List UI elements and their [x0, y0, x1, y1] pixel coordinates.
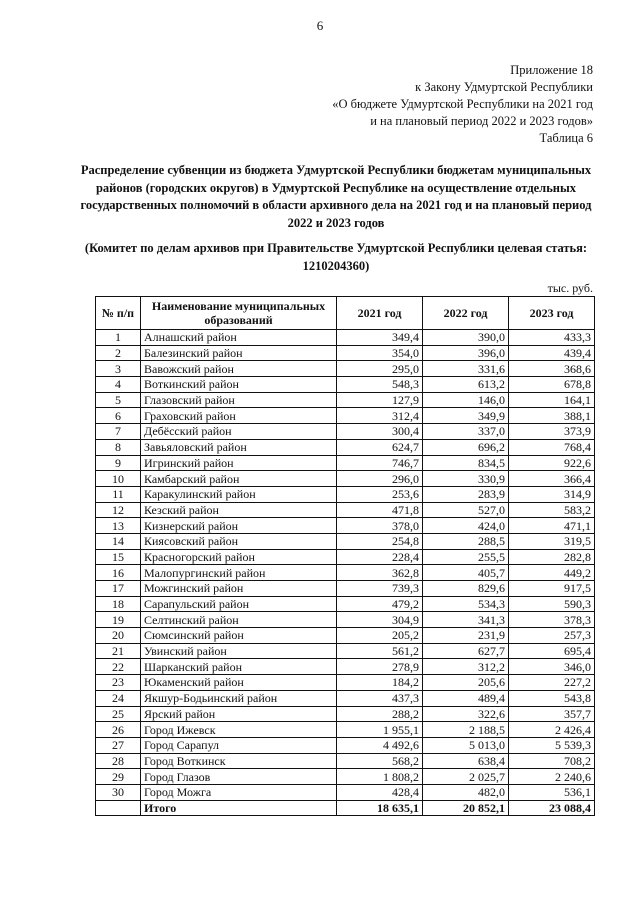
table-row [96, 377, 595, 393]
table-cell: 255,5 [423, 549, 509, 565]
table-row [96, 659, 595, 675]
table-cell: 373,9 [509, 424, 595, 440]
table-cell: 146,0 [423, 392, 509, 408]
table-row [96, 628, 595, 644]
table-cell: 1 [96, 330, 141, 346]
table-cell: 300,4 [337, 424, 423, 440]
appendix-line: Приложение 18 [510, 63, 593, 77]
table-cell: Каракулинский район [141, 486, 337, 502]
table-cell: Кизнерский район [141, 518, 337, 534]
subvention-table [95, 296, 595, 816]
table-cell: 295,0 [337, 361, 423, 377]
table-row [96, 486, 595, 502]
table-cell: Балезинский район [141, 345, 337, 361]
table-cell: 357,7 [509, 706, 595, 722]
table-cell: 16 [96, 565, 141, 581]
table-cell: 14 [96, 533, 141, 549]
table-cell: 624,7 [337, 439, 423, 455]
table-cell: 2 [96, 345, 141, 361]
table-cell: 21 [96, 643, 141, 659]
table-row [96, 549, 595, 565]
table-cell: 739,3 [337, 581, 423, 597]
table-cell: Алнашский район [141, 330, 337, 346]
table-cell: 257,3 [509, 628, 595, 644]
table-cell: 228,4 [337, 549, 423, 565]
table-row [96, 675, 595, 691]
table-cell: 471,1 [509, 518, 595, 534]
table-cell: 548,3 [337, 377, 423, 393]
table-cell: Киясовский район [141, 533, 337, 549]
table-cell: Город Глазов [141, 769, 337, 785]
table-cell: 331,6 [423, 361, 509, 377]
table-cell: 449,2 [509, 565, 595, 581]
table-cell: 4 492,6 [337, 737, 423, 753]
table-cell: 1 955,1 [337, 722, 423, 738]
units-label: тыс. руб. [547, 281, 593, 295]
table-row [96, 345, 595, 361]
table-cell: 253,6 [337, 486, 423, 502]
table-cell: 917,5 [509, 581, 595, 597]
table-cell: Малопургинский район [141, 565, 337, 581]
table-cell: 482,0 [423, 784, 509, 800]
table-cell: 23 088,4 [509, 800, 595, 816]
table-cell: 10 [96, 471, 141, 487]
table-row [96, 408, 595, 424]
table-row [96, 455, 595, 471]
table-cell: 11 [96, 486, 141, 502]
table-cell: 390,0 [423, 330, 509, 346]
table-cell: 424,0 [423, 518, 509, 534]
table-cell: 388,1 [509, 408, 595, 424]
table-cell: 330,9 [423, 471, 509, 487]
appendix-line: «О бюджете Удмуртской Республики на 2021 год [332, 97, 593, 111]
table-cell: 349,9 [423, 408, 509, 424]
table-cell: Юкаменский район [141, 675, 337, 691]
table-cell: 28 [96, 753, 141, 769]
table-cell: 278,9 [337, 659, 423, 675]
table-cell: 678,8 [509, 377, 595, 393]
table-cell: 362,8 [337, 565, 423, 581]
header-cell: 2022 год [423, 297, 509, 330]
table-cell: 527,0 [423, 502, 509, 518]
table-cell: 17 [96, 581, 141, 597]
table-cell: 15 [96, 549, 141, 565]
table-cell: 319,5 [509, 533, 595, 549]
table-cell: 184,2 [337, 675, 423, 691]
table-cell: 2 240,6 [509, 769, 595, 785]
table-cell: 312,4 [337, 408, 423, 424]
table-cell: 378,3 [509, 612, 595, 628]
table-row [96, 502, 595, 518]
table-cell: 296,0 [337, 471, 423, 487]
table-cell: 2 025,7 [423, 769, 509, 785]
table-row [96, 518, 595, 534]
table-cell: 288,5 [423, 533, 509, 549]
table-cell: 24 [96, 690, 141, 706]
table-cell: 829,6 [423, 581, 509, 597]
table-cell: 205,6 [423, 675, 509, 691]
table-cell: 366,4 [509, 471, 595, 487]
table-row [96, 722, 595, 738]
table-row [96, 424, 595, 440]
table-cell: Красногорский район [141, 549, 337, 565]
table-cell: 322,6 [423, 706, 509, 722]
table-cell: Шарканский район [141, 659, 337, 675]
table-cell: 30 [96, 784, 141, 800]
table-cell: 22 [96, 659, 141, 675]
table-cell: 768,4 [509, 439, 595, 455]
table-cell: 437,3 [337, 690, 423, 706]
table-cell: Город Ижевск [141, 722, 337, 738]
table-cell: 12 [96, 502, 141, 518]
table-cell: 708,2 [509, 753, 595, 769]
appendix-line: к Закону Удмуртской Республики [415, 80, 593, 94]
table-cell: Увинский район [141, 643, 337, 659]
table-cell: 590,3 [509, 596, 595, 612]
table-cell: 20 [96, 628, 141, 644]
table-cell: Ярский район [141, 706, 337, 722]
header-cell: 2021 год [337, 297, 423, 330]
table-row [96, 565, 595, 581]
table-cell: 439,4 [509, 345, 595, 361]
table-cell: 4 [96, 377, 141, 393]
table-row [96, 471, 595, 487]
table-cell: 433,3 [509, 330, 595, 346]
table-cell: Город Воткинск [141, 753, 337, 769]
header-cell: Наименование муниципальных образований [141, 297, 337, 330]
table-cell: 583,2 [509, 502, 595, 518]
table-cell: 205,2 [337, 628, 423, 644]
table-cell: 304,9 [337, 612, 423, 628]
table-cell: 378,0 [337, 518, 423, 534]
table-cell: 19 [96, 612, 141, 628]
appendix-block [332, 62, 593, 147]
table-cell: 283,9 [423, 486, 509, 502]
table-cell: 314,9 [509, 486, 595, 502]
table-row [96, 361, 595, 377]
table-cell: Селтинский район [141, 612, 337, 628]
table-cell: Сарапульский район [141, 596, 337, 612]
table-cell: 164,1 [509, 392, 595, 408]
table-cell: 346,0 [509, 659, 595, 675]
table-cell: 27 [96, 737, 141, 753]
table-cell: 3 [96, 361, 141, 377]
table-row [96, 330, 595, 346]
table-cell: Город Сарапул [141, 737, 337, 753]
table-cell: 227,2 [509, 675, 595, 691]
table-cell: 9 [96, 455, 141, 471]
appendix-line: и на плановый период 2022 и 2023 годов» [370, 114, 593, 128]
table-row [96, 596, 595, 612]
table-cell: 428,4 [337, 784, 423, 800]
table-row [96, 753, 595, 769]
table-cell: 7 [96, 424, 141, 440]
table-cell: 13 [96, 518, 141, 534]
table-cell: 354,0 [337, 345, 423, 361]
table-cell: 479,2 [337, 596, 423, 612]
document-title: Распределение субвенции из бюджета Удмуртской Республики бюджетам муниципальных районов (городских округов) в Удмуртской Республике на осуществление отдельных государственных полномочий в области архивного дела на 2021 год и на плановый период 2022 и 2023 годов [80, 163, 592, 230]
table-cell: Воткинский район [141, 377, 337, 393]
table-cell: 18 [96, 596, 141, 612]
table-cell: 627,7 [423, 643, 509, 659]
table-cell: Кезский район [141, 502, 337, 518]
table-cell: 8 [96, 439, 141, 455]
table-cell: 568,2 [337, 753, 423, 769]
table-cell: Граховский район [141, 408, 337, 424]
table-cell: Сюмсинский район [141, 628, 337, 644]
table-cell: 746,7 [337, 455, 423, 471]
table-cell: 288,2 [337, 706, 423, 722]
table-cell [96, 800, 141, 816]
table-cell: 696,2 [423, 439, 509, 455]
table-row [96, 769, 595, 785]
table-row [96, 439, 595, 455]
table-cell: 405,7 [423, 565, 509, 581]
table-cell: 561,2 [337, 643, 423, 659]
table-header-row [96, 297, 595, 330]
table-cell: 25 [96, 706, 141, 722]
table-cell: 543,8 [509, 690, 595, 706]
table-cell: 536,1 [509, 784, 595, 800]
table-total-row [96, 800, 595, 816]
table-cell: 282,8 [509, 549, 595, 565]
table-cell: 20 852,1 [423, 800, 509, 816]
table-cell: Дебёсский район [141, 424, 337, 440]
table-cell: 2 426,4 [509, 722, 595, 738]
table-cell: 312,2 [423, 659, 509, 675]
table-cell: 341,3 [423, 612, 509, 628]
table-row [96, 581, 595, 597]
table-row [96, 392, 595, 408]
table-row [96, 737, 595, 753]
table-cell: 695,4 [509, 643, 595, 659]
table-cell: 471,8 [337, 502, 423, 518]
table-cell: 26 [96, 722, 141, 738]
table-cell: Глазовский район [141, 392, 337, 408]
table-cell: Город Можга [141, 784, 337, 800]
table-row [96, 643, 595, 659]
table-cell: 534,3 [423, 596, 509, 612]
table-number: Таблица 6 [539, 131, 593, 145]
table-cell: Якшур-Бодьинский район [141, 690, 337, 706]
table-cell: 1 808,2 [337, 769, 423, 785]
table-cell: 368,6 [509, 361, 595, 377]
table-cell: 349,4 [337, 330, 423, 346]
table-cell: Можгинский район [141, 581, 337, 597]
page-number: 6 [316, 18, 324, 33]
table-cell: Игринский район [141, 455, 337, 471]
table-row [96, 706, 595, 722]
table-cell: 337,0 [423, 424, 509, 440]
table-body [96, 330, 595, 816]
table-cell: 5 013,0 [423, 737, 509, 753]
table-row [96, 690, 595, 706]
header-cell: № п/п [96, 297, 141, 330]
table-cell: 613,2 [423, 377, 509, 393]
table-cell: 231,9 [423, 628, 509, 644]
table-cell: 23 [96, 675, 141, 691]
table-cell: 922,6 [509, 455, 595, 471]
table-cell: 396,0 [423, 345, 509, 361]
table-cell: 254,8 [337, 533, 423, 549]
table-cell: 834,5 [423, 455, 509, 471]
document-subtitle: (Комитет по делам архивов при Правительстве Удмуртской Республики целевая статья: 1210204360) [84, 241, 588, 273]
table-cell: 18 635,1 [337, 800, 423, 816]
table-cell: 127,9 [337, 392, 423, 408]
table-cell: Завьяловский район [141, 439, 337, 455]
table-cell: 5 539,3 [509, 737, 595, 753]
table-cell: 5 [96, 392, 141, 408]
table-cell: Камбарский район [141, 471, 337, 487]
table-row [96, 612, 595, 628]
table-row [96, 533, 595, 549]
table-cell: Вавожский район [141, 361, 337, 377]
table-cell: 489,4 [423, 690, 509, 706]
table-cell: 6 [96, 408, 141, 424]
table-cell: 2 188,5 [423, 722, 509, 738]
table-cell: 29 [96, 769, 141, 785]
table-row [96, 784, 595, 800]
table-cell: Итого [141, 800, 337, 816]
header-cell: 2023 год [509, 297, 595, 330]
table-cell: 638,4 [423, 753, 509, 769]
